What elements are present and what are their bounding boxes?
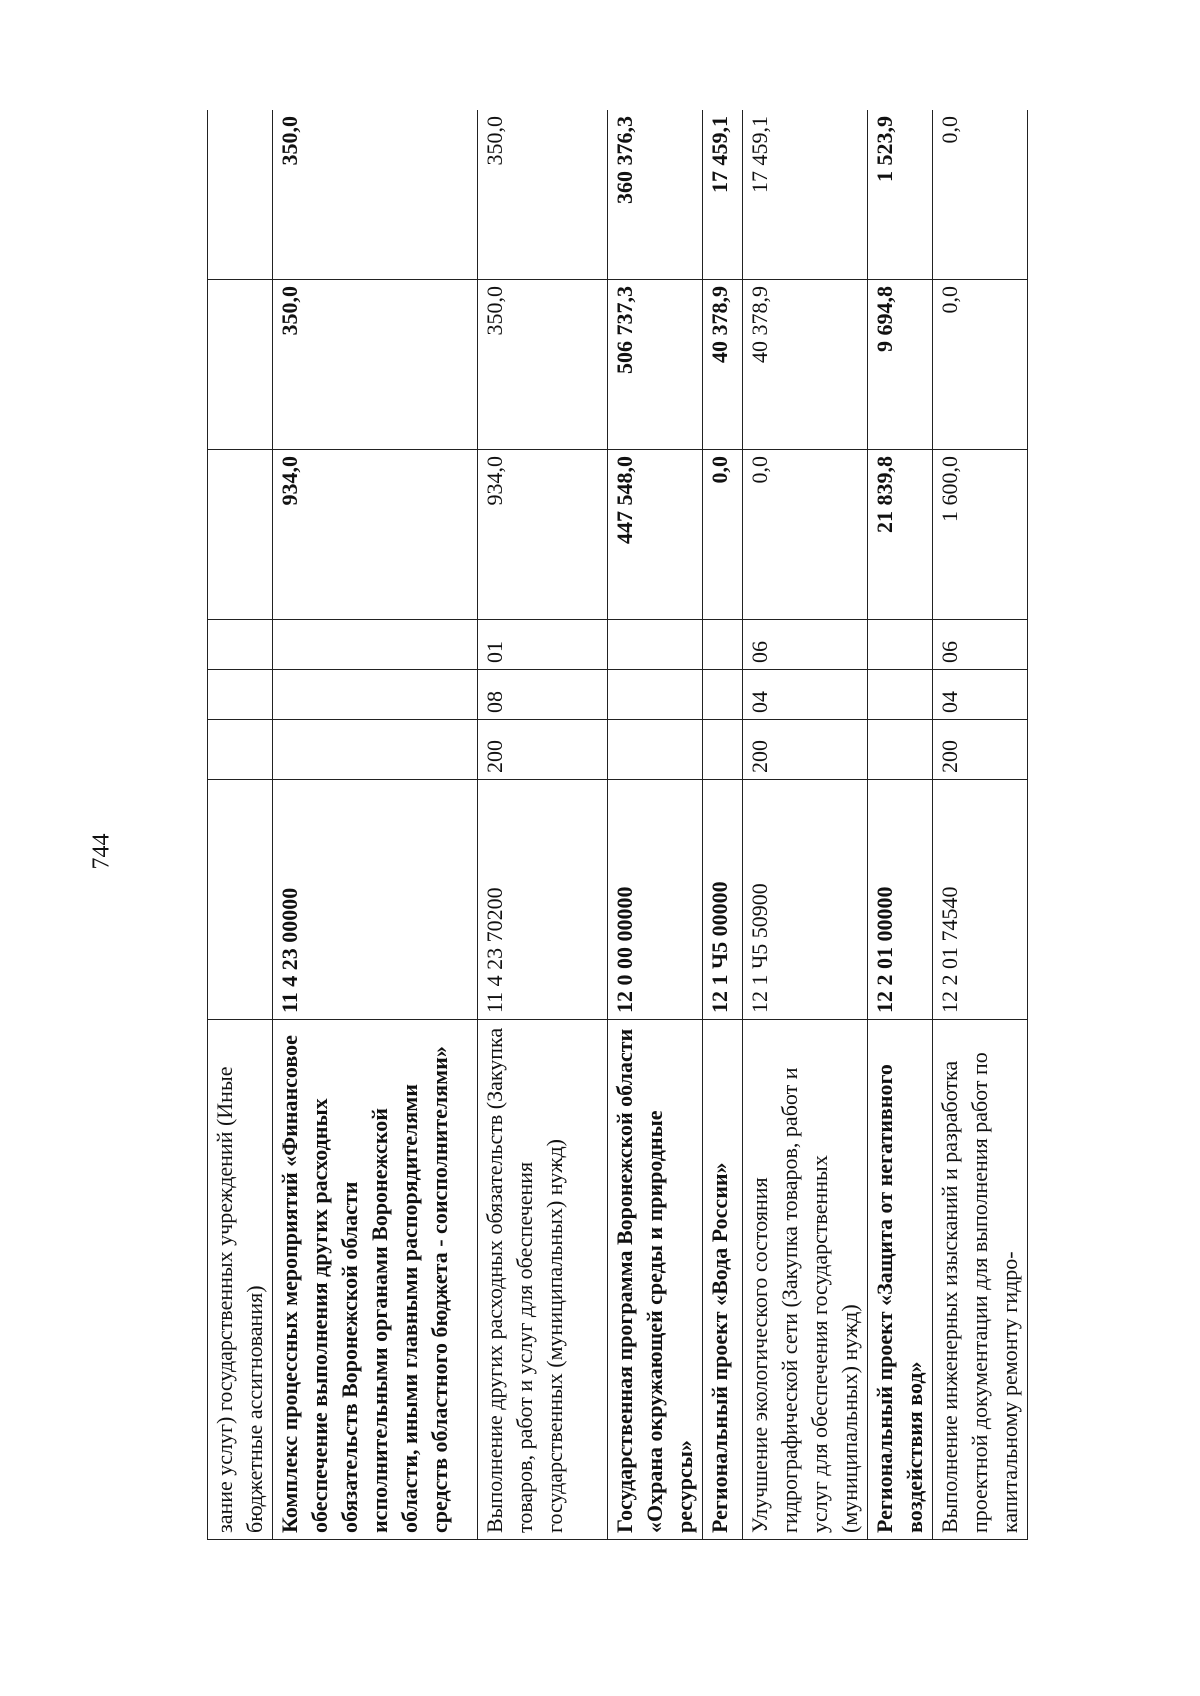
row-name-cell: Государственная программа Воронежской области «Охрана окружающей среды и природные ресурсы» [608, 1020, 703, 1540]
row-rz-cell: 08 [478, 670, 608, 720]
row-rz-cell [868, 670, 933, 720]
row-vr-cell: 200 [743, 720, 868, 780]
row-pr-cell: 06 [933, 620, 1028, 670]
row-year3-cell: 0,0 [933, 110, 1028, 280]
row-year3-cell: 350,0 [273, 110, 478, 280]
row-year1-cell: 0,0 [703, 450, 743, 620]
table-row [273, 110, 478, 1540]
row-name-cell: Региональный проект «Защита от негативного воздействия вод» [868, 1020, 933, 1540]
row-name-cell: Выполнение инженерных изысканий и разработка проектной документации для выполнения работ по капитальному ремонту гидро- [933, 1020, 1028, 1540]
row-pr-cell: 06 [743, 620, 868, 670]
row-year3-cell: 360 376,3 [608, 110, 703, 280]
row-year1-cell: 1 600,0 [933, 450, 1028, 620]
row-year2-cell: 40 378,9 [743, 280, 868, 450]
row-vr-cell [608, 720, 703, 780]
row-pr-cell [273, 620, 478, 670]
row-vr-cell: 200 [478, 720, 608, 780]
page-number: 744 [88, 833, 115, 870]
rotated-content [207, 110, 1112, 1540]
row-code-cell: 12 0 00 00000 [608, 780, 703, 1020]
row-year2-cell: 9 694,8 [868, 280, 933, 450]
row-year3-cell: 1 523,9 [868, 110, 933, 280]
row-name-cell: Выполнение других расходных обязательств (Закупка товаров, работ и услуг для обеспечения государственных (муниципальных) нужд) [478, 1020, 608, 1540]
row-year3-cell: 17 459,1 [703, 110, 743, 280]
row-vr-cell: 200 [933, 720, 1028, 780]
budget-table [207, 110, 1028, 1540]
table-row [743, 110, 868, 1540]
row-code-cell: 12 1 Ч5 50900 [743, 780, 868, 1020]
row-year1-cell: 21 839,8 [868, 450, 933, 620]
row-name-cell: Улучшение экологического состояния гидрографической сети (Закупка товаров, работ и услуг для обеспечения государственных (муниципальных) нужд) [743, 1020, 868, 1540]
row-pr-cell [608, 620, 703, 670]
row-year3-cell: 17 459,1 [743, 110, 868, 280]
row-code-cell: 12 2 01 00000 [868, 780, 933, 1020]
rotated-page [207, 110, 1112, 1540]
row-pr-cell [868, 620, 933, 670]
row-year1-cell [208, 450, 273, 620]
row-name-cell: Комплекс процессных мероприятий «Финансовое обеспечение выполнения других расходных обязательств Воронежской области исполнительными органами Воронежской области, иными главными распорядителями средств областного бюджета - соисполнителями» [273, 1020, 478, 1540]
row-pr-cell [208, 620, 273, 670]
row-vr-cell [868, 720, 933, 780]
row-year1-cell: 0,0 [743, 450, 868, 620]
row-code-cell: 11 4 23 70200 [478, 780, 608, 1020]
row-code-cell: 12 1 Ч5 00000 [703, 780, 743, 1020]
row-year2-cell [208, 280, 273, 450]
row-vr-cell [273, 720, 478, 780]
row-rz-cell: 04 [933, 670, 1028, 720]
row-year2-cell: 40 378,9 [703, 280, 743, 450]
row-year2-cell: 0,0 [933, 280, 1028, 450]
row-year3-cell: 350,0 [478, 110, 608, 280]
row-code-cell: 11 4 23 00000 [273, 780, 478, 1020]
table-row [868, 110, 933, 1540]
table-row [608, 110, 703, 1540]
row-rz-cell: 04 [743, 670, 868, 720]
row-year3-cell [208, 110, 273, 280]
row-rz-cell [608, 670, 703, 720]
table-row [208, 110, 273, 1540]
row-year1-cell: 447 548,0 [608, 450, 703, 620]
row-rz-cell [703, 670, 743, 720]
row-name-cell: зание услуг) государственных учреждений (Иные бюджетные ассигнования) [208, 1020, 273, 1540]
row-pr-cell [703, 620, 743, 670]
row-code-cell: 12 2 01 74540 [933, 780, 1028, 1020]
row-code-cell [208, 780, 273, 1020]
row-vr-cell [208, 720, 273, 780]
table-row [703, 110, 743, 1540]
table-row [478, 110, 608, 1540]
row-rz-cell [273, 670, 478, 720]
row-year2-cell: 350,0 [478, 280, 608, 450]
row-rz-cell [208, 670, 273, 720]
row-pr-cell: 01 [478, 620, 608, 670]
row-vr-cell [703, 720, 743, 780]
row-year1-cell: 934,0 [273, 450, 478, 620]
row-year2-cell: 506 737,3 [608, 280, 703, 450]
table-row [933, 110, 1028, 1540]
row-year2-cell: 350,0 [273, 280, 478, 450]
row-year1-cell: 934,0 [478, 450, 608, 620]
row-name-cell: Региональный проект «Вода России» [703, 1020, 743, 1540]
